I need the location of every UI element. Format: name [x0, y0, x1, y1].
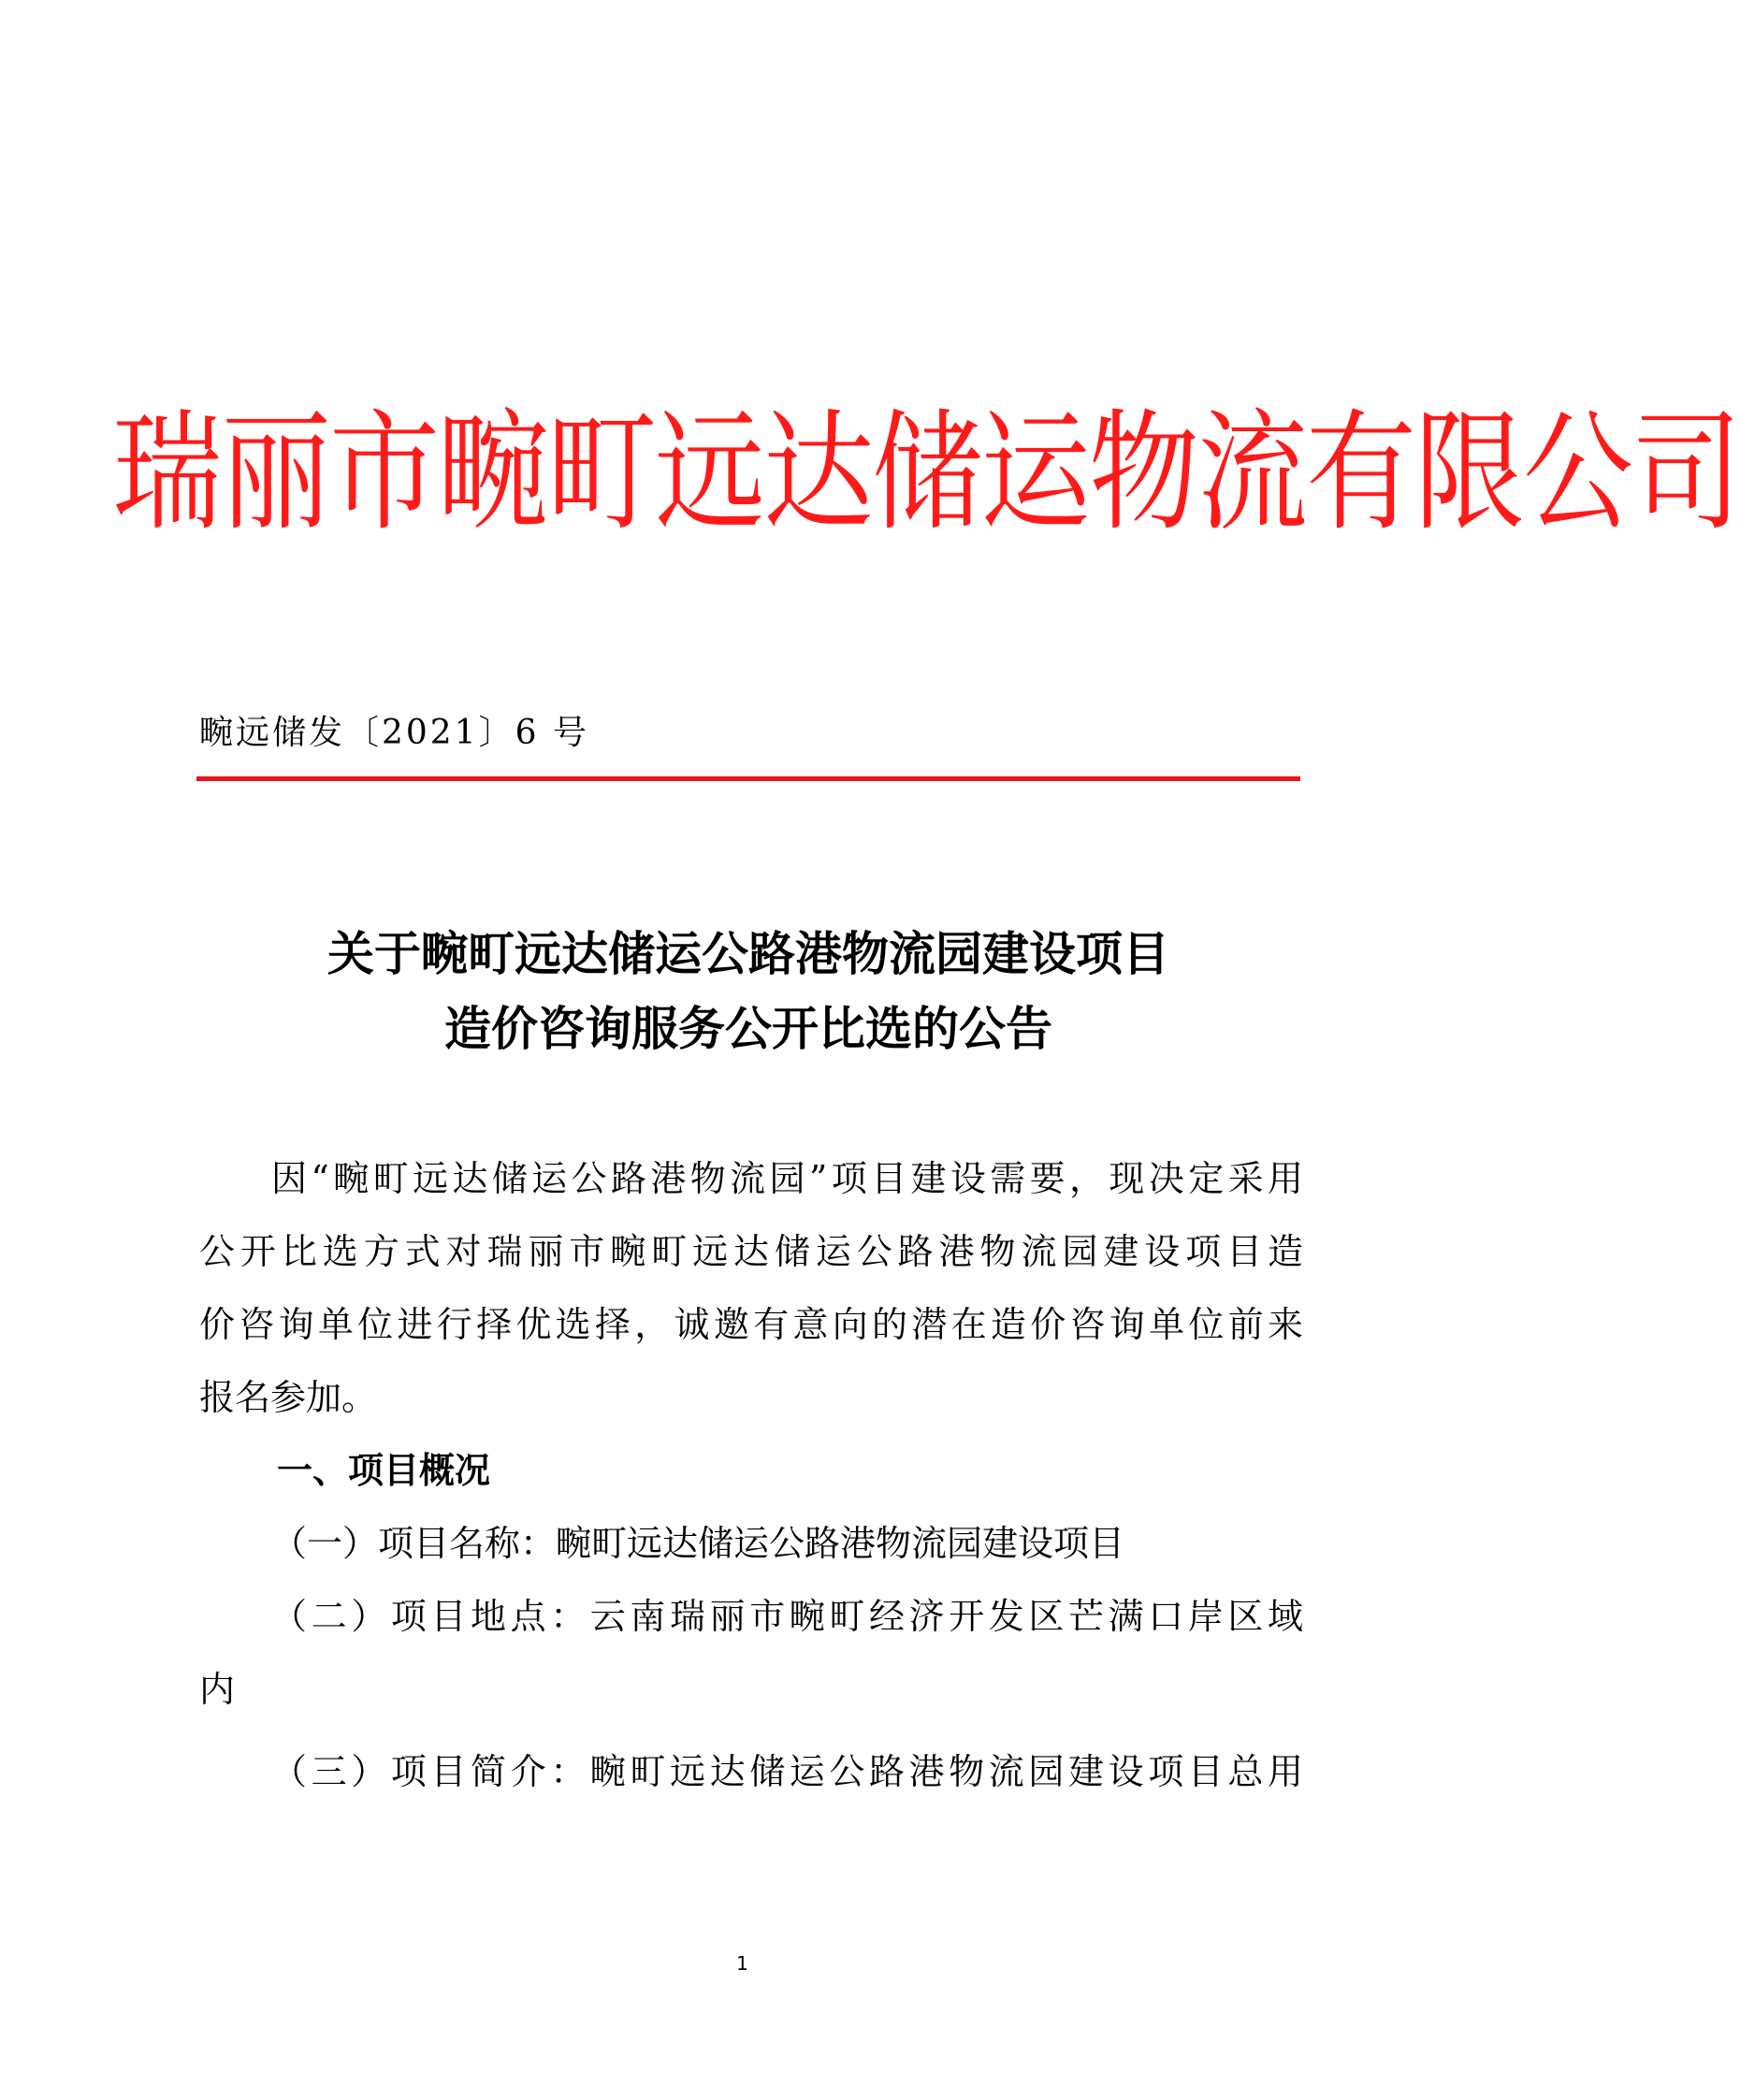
item-project-location-line-1: （二）项目地点：云南瑞丽市畹町经济开发区芒满口岸区域: [271, 1596, 1303, 1637]
section-heading-project-overview: 一、项目概况: [277, 1450, 491, 1491]
intro-paragraph-line-1: 因“畹町远达储运公路港物流园”项目建设需要，现决定采用: [271, 1158, 1303, 1199]
intro-paragraph-line-4: 报名参加。: [199, 1377, 378, 1418]
intro-paragraph-line-3: 价咨询单位进行择优选择，诚邀有意向的潜在造价咨询单位前来: [199, 1304, 1303, 1345]
red-divider-rule: [196, 776, 1300, 781]
notice-title-line-1: 关于畹町远达储运公路港物流园建设项目: [327, 927, 1169, 981]
document-number: 畹远储发〔2021〕6 号: [199, 714, 589, 752]
letterhead-company-name: 瑞丽市畹町远达储运物流有限公司: [112, 396, 1740, 549]
item-project-name: （一）项目名称：畹町远达储运公路港物流园建设项目: [271, 1523, 1125, 1564]
page-number: 1: [736, 1952, 748, 1975]
item-project-summary: （三）项目简介：畹町远达储运公路港物流园建设项目总用: [271, 1751, 1303, 1792]
intro-paragraph-line-2: 公开比选方式对瑞丽市畹町远达储运公路港物流园建设项目造: [199, 1231, 1303, 1272]
item-project-location-line-2: 内: [199, 1669, 236, 1710]
notice-title-line-2: 造价咨询服务公开比选的公告: [444, 1002, 1052, 1056]
